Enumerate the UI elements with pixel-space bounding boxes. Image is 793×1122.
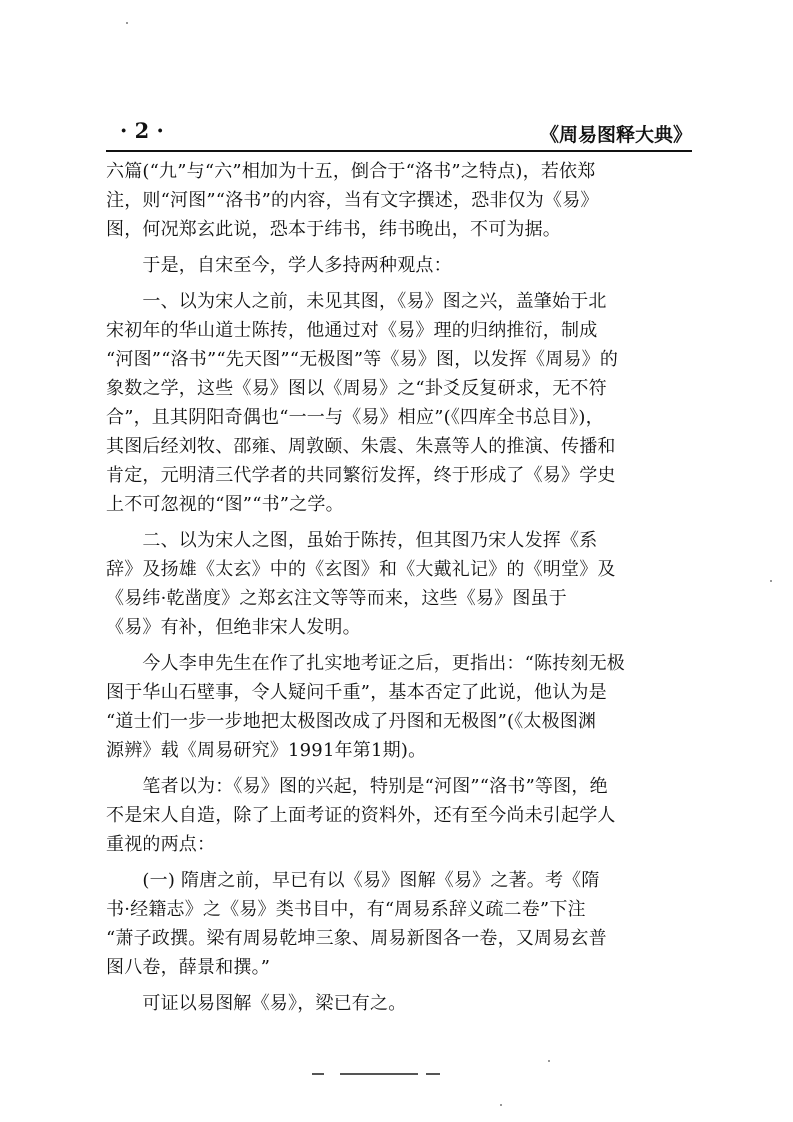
line-gap: [106, 642, 692, 649]
text-line: 六篇(“九”与“六”相加为十五，倒合于“洛书”之特点)，若依郑: [106, 161, 596, 182]
text-line: 《易》有补，但绝非宋人发明。: [106, 617, 361, 638]
text-line: 一、以为宋人之前，未见其图，《易》图之兴，盖肇始于北: [106, 291, 607, 312]
text-line: (一) 隋唐之前，早已有以《易》图解《易》之著。考《隋: [106, 870, 600, 891]
body-text: [106, 157, 692, 1018]
text-line: 图，何况郑玄此说，恐本于纬书，纬书晚出，不可为据。: [106, 219, 561, 240]
scan-mark: [340, 1073, 418, 1075]
scan-speck: [548, 1060, 550, 1062]
text-line: 书·经籍志》之《易》类书目中，有“周易系辞义疏二卷”下注: [106, 899, 586, 920]
text-line: 图于华山石壁事，令人疑问千重”，基本否定了此说，他认为是: [106, 682, 607, 703]
text-line: 于是，自宋至今，学人多持两种观点：: [106, 255, 452, 276]
scan-speck: [500, 1104, 502, 1106]
line-gap: [106, 765, 692, 772]
text-line: 今人李申先生在作了扎实地考证之后，更指出：“陈抟刻无极: [106, 653, 625, 674]
text-line: 重视的两点：: [106, 834, 216, 855]
line-gap: [106, 244, 692, 251]
text-line: “道士们一步一步地把太极图改成了丹图和无极图”(《太极图渊: [106, 711, 597, 732]
text-line: 象数之学，这些《易》图以《周易》之“卦爻反复研求，无不符: [106, 378, 607, 399]
scan-mark: [426, 1073, 440, 1075]
text-line: “河图”“洛书”“先天图”“无极图”等《易》图，以发挥《周易》的: [106, 349, 619, 370]
scan-speck: [770, 580, 772, 582]
page-header: [106, 114, 692, 152]
text-line: 合”，且其阴阳奇偶也“一一与《易》相应”(《四库全书总目》)，: [106, 407, 604, 428]
book-title: 《周易图释大典》: [539, 124, 692, 146]
text-line: 宋初年的华山道士陈抟，他通过对《易》理的归纳推衍，制成: [106, 320, 598, 341]
page-number: · 2 ·: [120, 118, 164, 143]
text-line: 不是宋人自造，除了上面考证的资料外，还有至今尚未引起学人: [106, 805, 616, 826]
text-line: “萧子政撰。梁有周易乾坤三象、周易新图各一卷，又周易玄普: [106, 928, 607, 949]
text-line: 其图后经刘牧、邵雍、周敦颐、朱震、朱熹等人的推演、传播和: [106, 436, 616, 457]
scan-mark: [312, 1073, 324, 1075]
text-line: 注，则“河图”“洛书”的内容，当有文字撰述，恐非仅为《易》: [106, 190, 599, 211]
text-line: 二、以为宋人之图，虽始于陈抟，但其图乃宋人发挥《系: [106, 530, 598, 551]
text-line: 《易纬·乾凿度》之郑玄注文等等而来，这些《易》图虽于: [106, 588, 567, 609]
text-line: 可证以易图解《易》，梁已有之。: [106, 993, 407, 1014]
text-line: 笔者以为：《易》图的兴起，特别是“河图”“洛书”等图，绝: [106, 776, 608, 797]
line-gap: [106, 982, 692, 989]
line-gap: [106, 280, 692, 287]
line-gap: [106, 519, 692, 526]
text-line: 图八卷，薛景和撰。”: [106, 957, 271, 978]
text-line: 辞》及扬雄《太玄》中的《玄图》和《大戴礼记》的《明堂》及: [106, 559, 616, 580]
scan-speck: [126, 22, 128, 24]
text-line: 源辨》载《周易研究》1991年第1期)。: [106, 740, 427, 761]
text-line: 上不可忽视的“图”“书”之学。: [106, 494, 344, 515]
text-line: 肯定，元明清三代学者的共同繁衍发挥，终于形成了《易》学史: [106, 465, 616, 486]
line-gap: [106, 859, 692, 866]
